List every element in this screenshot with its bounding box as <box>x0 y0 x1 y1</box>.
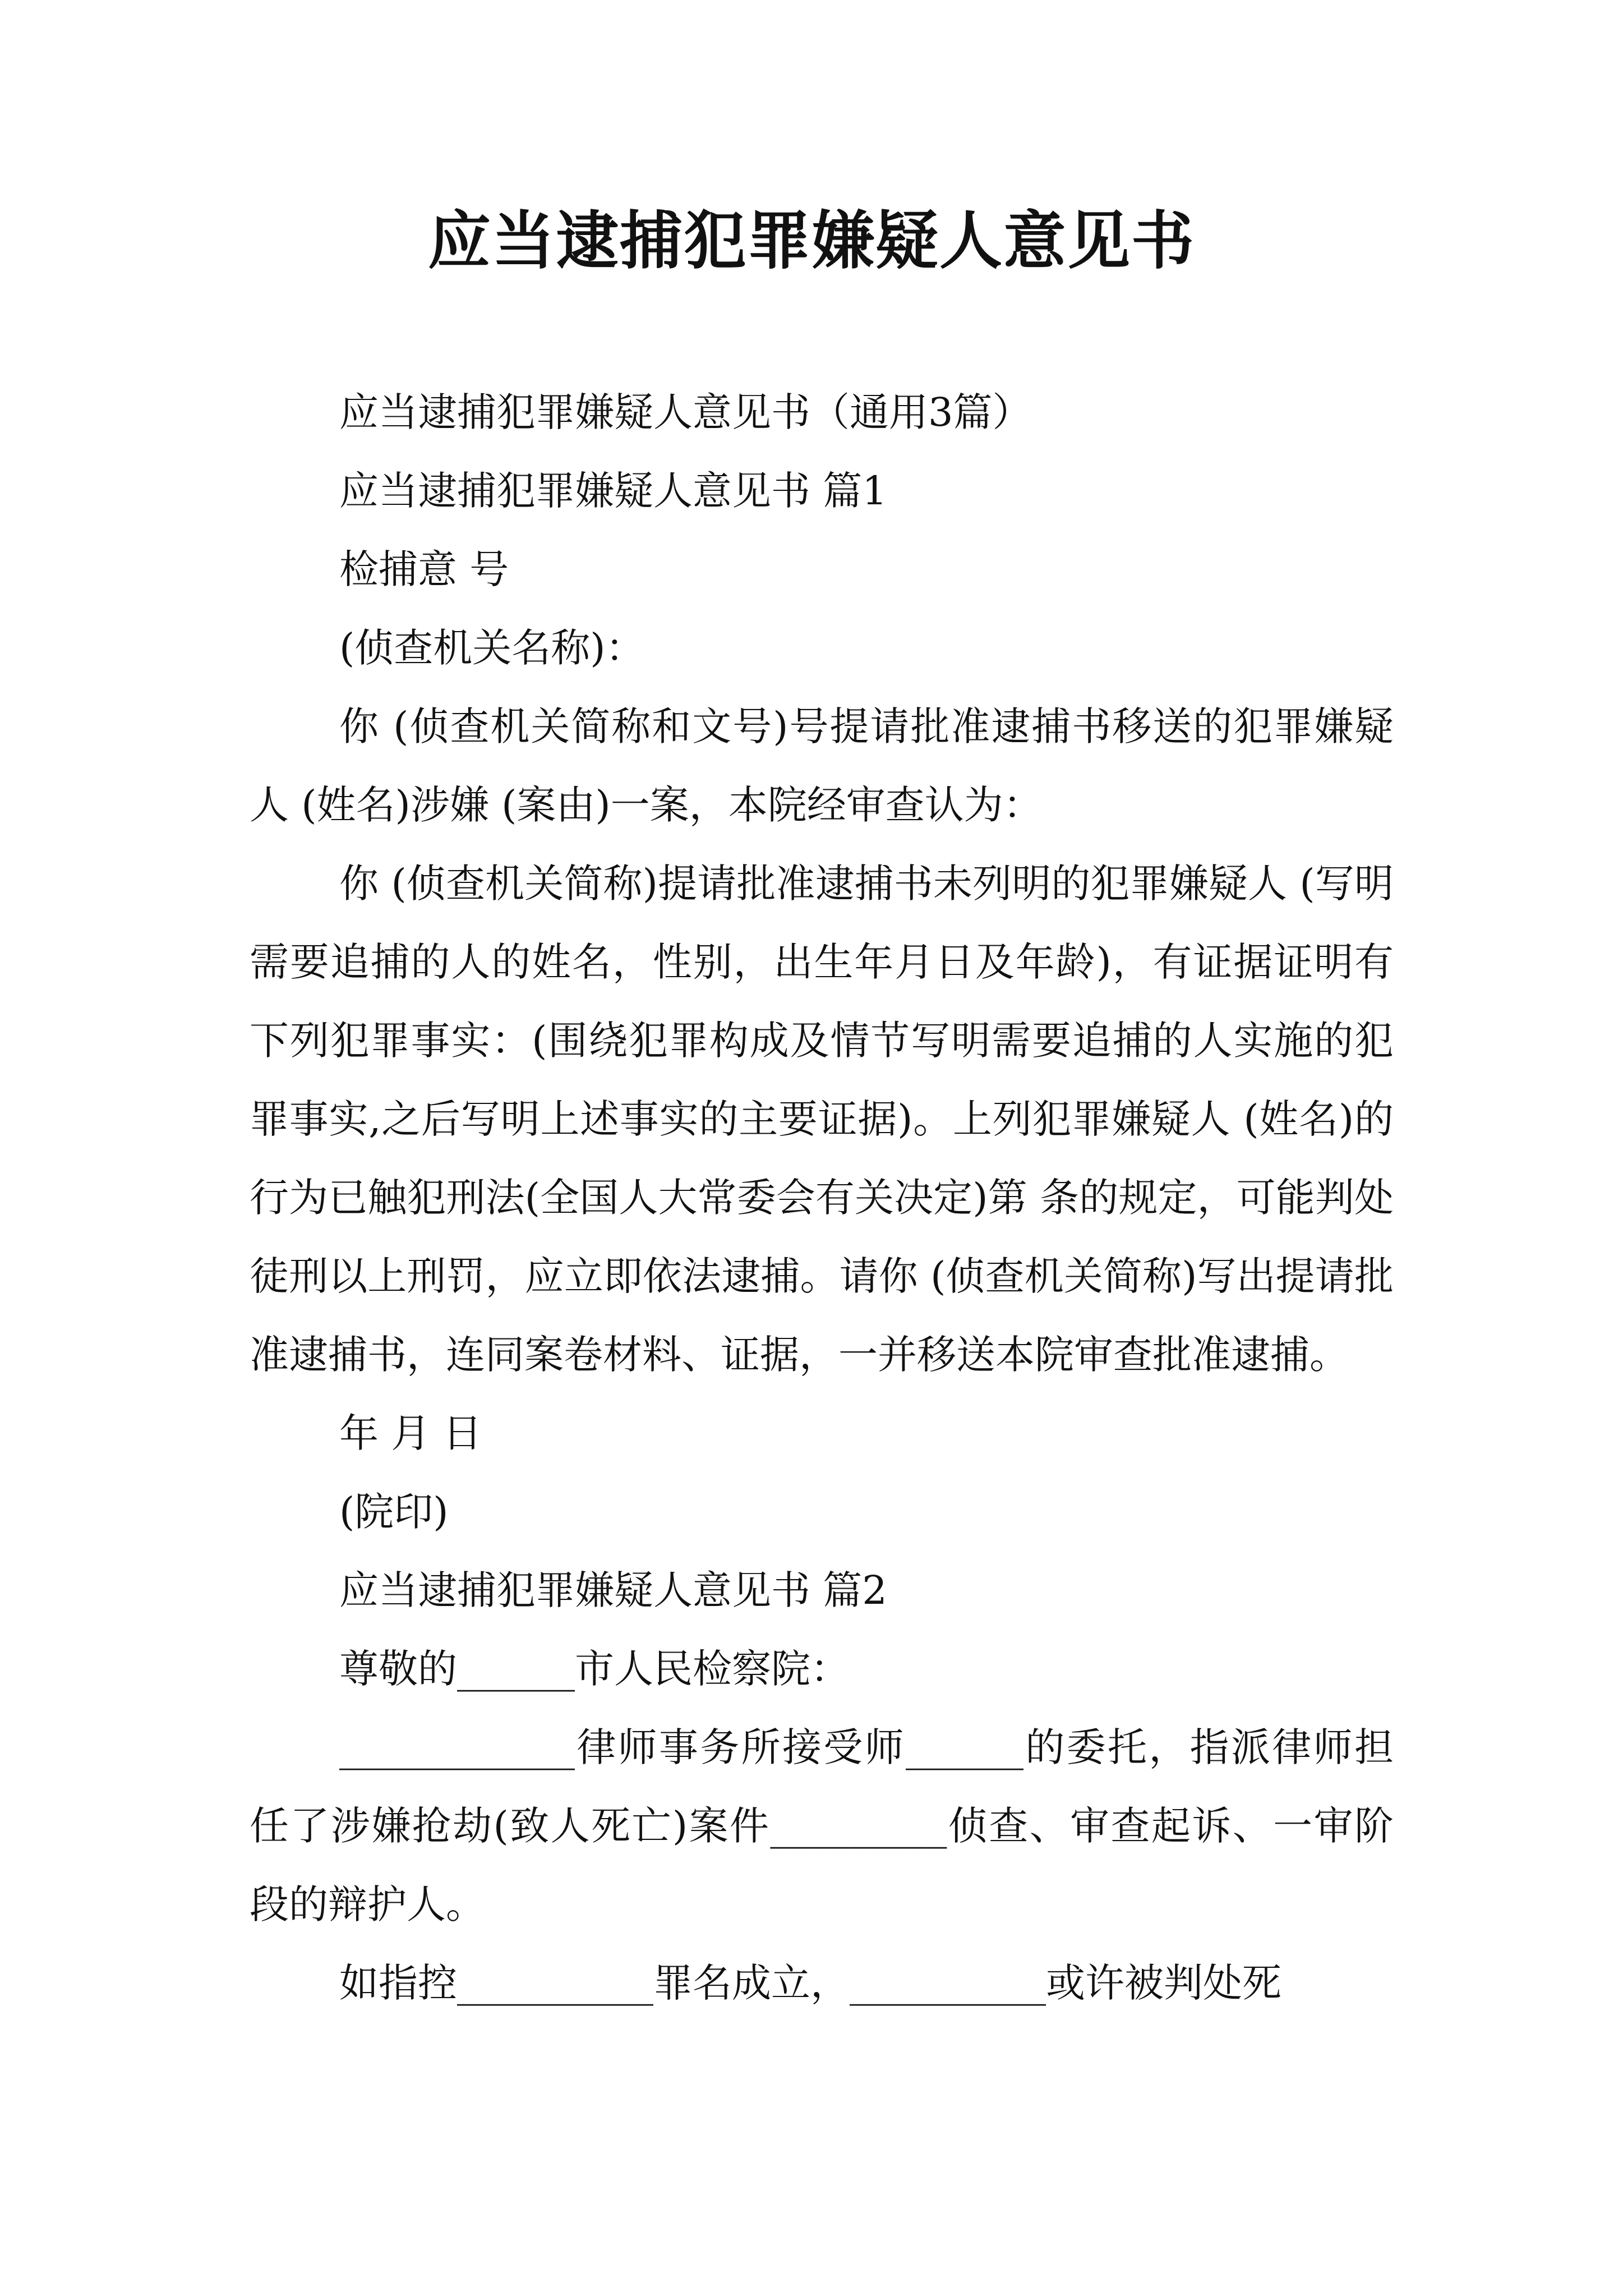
paragraph: 你 (侦查机关简称)提请批准逮捕书未列明的犯罪嫌疑人 (写明需要追捕的人的姓名，性别，出生年月日及年龄)，有证据证明有下列犯罪事实：(围绕犯罪构成及情节写明需要追捕的人实施的犯罪事实,之后写明上述事实的主要证据)。上列犯罪嫌疑人 (姓名)的行为已触犯刑法(全国人大常委会有关决定)第 条的规定，可能判处徒刑以上刑罚，应立即依法逮捕。请你 (侦查机关简称)写出提请批准逮捕书，连同案卷材料、证据，一并移送本院审查批准逮捕。 <box>250 861 1394 1378</box>
paragraph: ____________律师事务所接受师______的委托，指派律师担任了涉嫌抢劫(致人死亡)案件_________侦查、审查起诉、一审阶段的辩护人。 <box>250 1724 1394 1927</box>
paragraph: 检捕意 号 <box>339 546 509 592</box>
paragraph: 尊敬的______市人民检察院： <box>339 1646 850 1692</box>
paragraph: 应当逮捕犯罪嫌疑人意见书 篇2 <box>339 1567 887 1613</box>
paragraph: (院印) <box>339 1489 449 1535</box>
document-body <box>250 373 1394 2022</box>
document-title: 应当逮捕犯罪嫌疑人意见书 <box>428 204 1195 278</box>
paragraph: 你 (侦查机关简称和文号)号提请批准逮捕书移送的犯罪嫌疑人 (姓名)涉嫌 (案由)一案，本院经审查认为： <box>250 703 1394 828</box>
paragraph: 应当逮捕犯罪嫌疑人意见书（通用3篇） <box>339 389 1032 435</box>
paragraph: 如指控__________罪名成立，__________或许被判处死 <box>339 1960 1281 2006</box>
paragraph: 年 月 日 <box>339 1410 482 1456</box>
paragraph: (侦查机关名称)： <box>339 625 645 671</box>
paragraph: 应当逮捕犯罪嫌疑人意见书 篇1 <box>339 468 887 514</box>
